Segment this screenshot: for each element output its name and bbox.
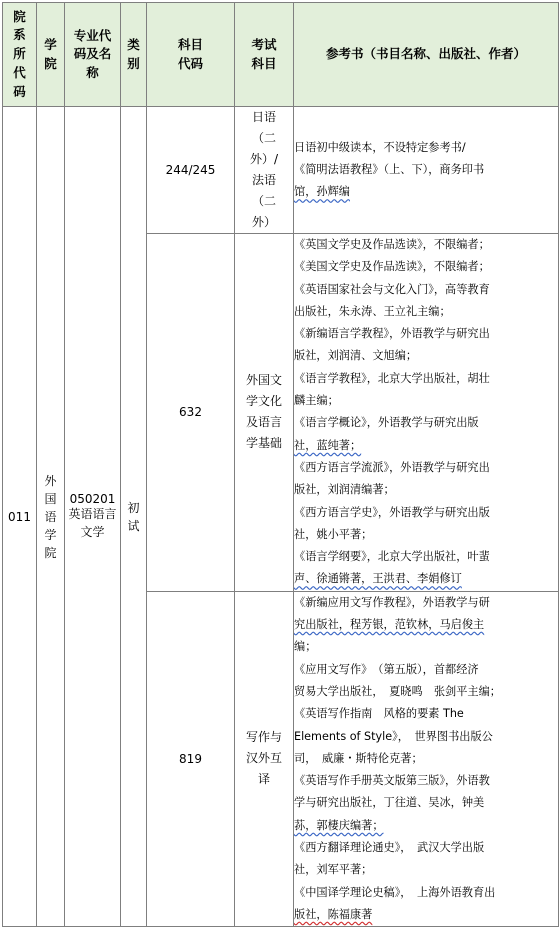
category-cell: 初试 — [121, 107, 147, 927]
reference-book-table — [2, 2, 559, 927]
exam-subject-cell: 写作与 汉外互 译 — [235, 591, 294, 926]
major-cell — [65, 107, 121, 927]
books-cell: 日语初中级读本，不设特定参考书/ 《简明法语教程》（上、下），商务印书 馆，孙辉编 — [294, 107, 559, 234]
header-major: 专业代码及名称 — [65, 3, 121, 107]
exam-subject-cell: 外国文 学文化 及语言 学基础 — [235, 234, 294, 592]
header-dept-code: 院系所代码 — [3, 3, 37, 107]
header-exam-subject: 考试科目 — [235, 3, 294, 107]
subject-code-cell: 244/245 — [147, 107, 235, 234]
header-category: 类别 — [121, 3, 147, 107]
books-cell: 《英国文学史及作品选读》，不限编者； 《美国文学史及作品选读》，不限编者； 《英语国家社会与文化入门》，高等教育 出版社，朱永涛、王立礼主编； 《新编语言学教程》，外语教学与研究出 版社，刘润清、文旭编； 《语言学教程》，北京大学出版社，胡壮 麟主编； 《语言学概论》，外语教学与研究出版 社，蓝纯著； 《西方语言学流派》，外语教学与研究出 版社，刘润清编著； 《西方语言学史》，外语教学与研究出版 社，姚小平著； 《语言学纲要》，北京大学出版社，叶蜚 声、徐通锵著，王洪君、李娟修订 — [294, 234, 559, 592]
major-name: 英语语言文学 — [68, 507, 117, 539]
table-row — [3, 107, 559, 234]
header-subject-code: 科目代码 — [147, 3, 235, 107]
exam-subject-cell: 日语 （二 外）/ 法语 （二 外） — [235, 107, 294, 234]
books-cell: 《新编应用文写作教程》，外语教学与研 究出版社，程芳银，范钦林，马启俊主 编； 《应用文写作》 （第五版），首都经济 贸易大学出版社， 夏晓鸣 张剑平主编； 《英语写作指南 风格的要素 The Elements of Style》， 世界图书出版公 司， 威廉・斯特伦克著； 《英语写作手册英文版第三版》，外语教 学与研究出版社，丁往道、吴冰，钟美 荪，郭棲庆编著； 《西方翻译理论通史》， 武汉大学出版 社，刘军平著； 《中国译学理论史稿》， 上海外语教育出 版社，陈福康著 — [294, 591, 559, 926]
header-books: 参考书（书目名称、出版社、作者） — [294, 3, 559, 107]
subject-code-cell: 819 — [147, 591, 235, 926]
major-code: 050201 — [69, 492, 116, 507]
header-row — [3, 3, 559, 107]
dept-code-cell: 011 — [3, 107, 37, 927]
header-school: 学院 — [37, 3, 65, 107]
subject-code-cell: 632 — [147, 234, 235, 592]
school-cell: 外国语学院 — [37, 107, 65, 927]
